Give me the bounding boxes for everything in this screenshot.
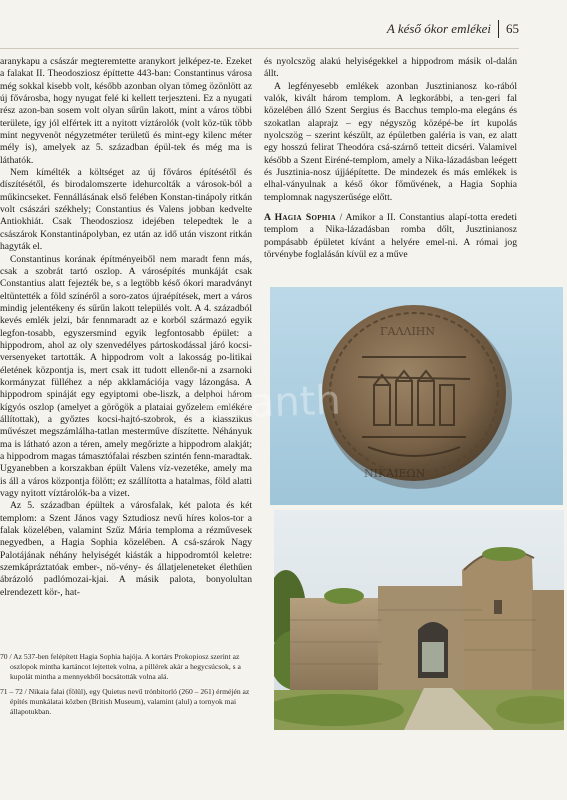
city-walls-photo: [274, 510, 564, 730]
section-title: A Hagia Sophia: [264, 212, 336, 224]
section-separator: /: [339, 212, 343, 224]
section-paragraph: [264, 212, 517, 261]
section-text: Amikor a II. Constantius alapí-totta eredeti templom a Nika-lázadásban romba dőlt, Jusztinianosz pompásabb épületet kívánt a helyére emel-ni. A római jog törvénybe foglalásán kívül ez a műve: [264, 212, 517, 261]
right-text-column: [264, 56, 517, 262]
svg-text:ΓΑΛΛΙΗΝ: ΓΑΛΛΙΗΝ: [380, 325, 436, 338]
running-header: [387, 20, 519, 38]
caption-71-72: 71 – 72 / Nikaia falai (fölül), egy Quietus nevű trónbitorló (260 – 261) érméjén az építés munkálatai közben (British Museum), valamint (alul) a tornyok mai állapotukban.: [0, 687, 250, 716]
paragraph: aranykapu a császár megteremtette aranykort jelképez-te. Ezeket a falakat II. Theodosziosz építtette 443-ban: Constantinus városa még sokkal kisebb volt, később azonban olyan tömeg özönlött az új fővárosba, hogy nyugat felé ki kellett terjeszteni. Ez a nyugati rész azon-ban sosem volt olyan sűrűn lakott, mint a város többi területe, így jól elfértek itt a nyitott víztárolók (volt köz-tük több mint negyvenöt négyzetméter területű és mint-egy kilenc méter mély is), amelyek az 5. században épül-tek és még ma is láthatók.: [0, 56, 252, 166]
header-rule: [0, 48, 519, 49]
walls-illustration: [274, 510, 564, 730]
paragraph: és nyolcszög alakú helyiségekkel a hippodrom másik ol-dalán állt.: [264, 56, 517, 80]
figure-captions: [0, 652, 252, 722]
chapter-title: A késő ókor emlékei: [386, 21, 491, 36]
paragraph: Az 5. században épültek a városfalak, két palota és két templom: a Szent János vagy Sztudiosz nevű híres kolos-tor a falak közelében, valamint Szűz Mária temploma a rézművesek negyedben, a Hagia Sophia közelében. A csá-szárok Nagy Palotájának néhány helyiségét kiásták a hippodromtól keletre: szemkápráztatóak ember-, nö-vény- és állatjeleneteket élethűen ábrázoló padlómozai-kjai. A másik palota, bonyolultan elrendezett kör-, hat-: [0, 500, 252, 598]
paragraph: Constantinus korának építményeiből nem maradt fenn más, csak a szobrát tartó oszlop. A városépítés munkáját csak Constantius alatt fejezték be, s a legtöbb késő ókori maradványt eltüntették a föld színéről a soro-zatos újraépítések, mert a város mindig jelentékeny és sűrűn lakott település volt. A 4. századból kevés emlék jelzi, bár fennmaradt az e korból származó egyik legfon-tosabb, egyszersmind egyik legfontosabb épület: a hippodrom, ahol az oly szenvedélyes pártoskodással járó kocsi-versenyeket tartották. A hippodrom volt a lakosság po-litikai életének központja is, mert csak itt tudott ellenőr-ni a zsarnoki kormányzat fülléhez a nép akklamációja vagy lázongása. A hippodrom spináját egy egyiptomi obe-liszk, a delphoi három kígyós oszlop (amelyet a görögök a plataiai győzelem emlékére állítottak), a győztes kocsi-hajtó-szobrok, és a klasszikus művészet megszámlálha-tatlan mesterműve díszítette. Néhányuk ma is látható azon a téren, amely megőrizte a hippodrom alakját; a hippodrom magas támasztófalai részben szintén fenn-maradtak. Ugyanebben a korszakban épült Valens víz-vezetéke, amely ma is áll a város központja fölött; ez szállította a hatalmas, föld alatti vagy nyitott víztárolók-ba a vizet.: [0, 253, 252, 500]
header-divider: [498, 20, 499, 38]
paragraph: A legfényesebb emlékek azonban Jusztinianosz ko-rából valók, kivált három templom. A legkorábbi, a ten-geri fal közelében álló Szent Sergius és Bacchus templo-ma elegáns és szokatlan alaprajz – egy négyszög középé-be írt kupolás nyolcszög – szerint készült, az épületben galéria is van, ez alatt egy hosszú felirat Theodóra csá-szárnő tetteit dicséri. Valamivel később a Szent Eiréné-templom, amely a Nika-lázadásban leégett és Jusztinia-nosz újjáépítette. De mindezek és más emlékek is elhal-ványulnak a késő ókor főművének, a Hagia Sophia templomnak nagyszerűsége előtt.: [264, 80, 517, 203]
caption-70: 70 / Az 537-ben felépített Hagia Sophia hajója. A kortárs Prokopiosz szerint az oszlopok mintha kartáncot lejtettek volna, a pillérek akár a hegycsúcsok, s a kupolát mintha a mennyekből bocsátották volna alá.: [0, 652, 241, 681]
left-text-column: [0, 56, 252, 599]
paragraph: Nem kímélték a költséget az új főváros építésétől és díszítésétől, és birodalomszerte idehurcolták a városok-ból a műkincseket. Fennállásának első felében Konstan-tinápoly ritkán volt császári székhely; Constantius és Valens jobban kedvelte Antiokhiát. Csak Theodosziosz idejében telepedtek le a császárok Konstantinápolyban, ez után az idő után viszont ritkán hagyták el.: [0, 167, 252, 253]
coin-photo: [270, 287, 563, 505]
coin-illustration: [270, 287, 563, 505]
svg-text:ΝΙΚΑΙΕΩΝ: ΝΙΚΑΙΕΩΝ: [364, 467, 426, 480]
page-number: 65: [506, 21, 519, 36]
watermark: abanth: [199, 377, 342, 429]
